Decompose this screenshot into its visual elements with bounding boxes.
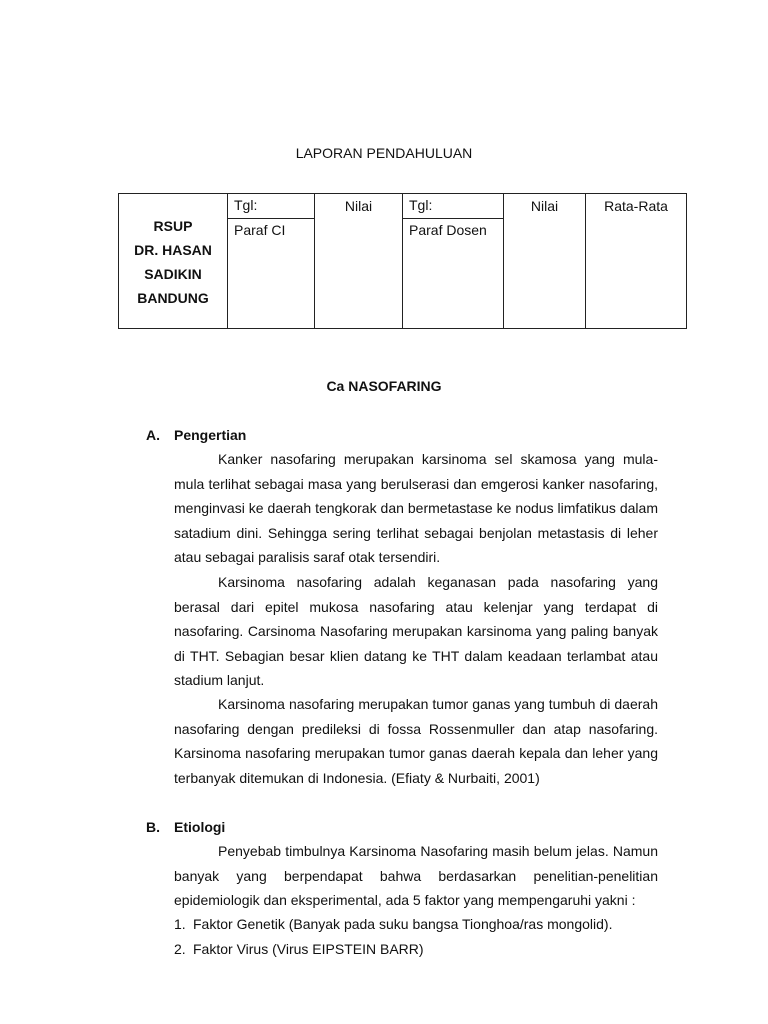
section-heading-etiologi bbox=[146, 819, 225, 835]
institution-line: BANDUNG bbox=[137, 289, 209, 306]
paragraph: Kanker nasofaring merupakan karsinoma sel skamosa yang mula-mula terlihat sebagai masa yang berulserasi dan emgerosi kanker nasofaring, menginvasi ke daerah tengkorak dan bermetastase ke nodus limfatikus dalam satadium dini. Sehingga sering terlihat sebagai benjolan metastasis di leher atau sebagai paralisis saraf otak tersendiri. bbox=[174, 451, 658, 565]
section-title: Pengertian bbox=[174, 427, 247, 443]
tgl-label: Tgl: bbox=[234, 197, 258, 213]
tgl-label: Tgl: bbox=[409, 197, 433, 213]
rata-rata-label: Rata-Rata bbox=[604, 198, 668, 214]
paragraph: Karsinoma nasofaring merupakan tumor ganas yang tumbuh di daerah nasofaring dengan predileksi di fossa Rossenmuller dan atap nasofaring. Karsinoma nasofaring merupakan tumor ganas daerah kepala dan leher yang terbanyak ditemukan di Indonesia. (Efiaty & Nurbaiti, 2001) bbox=[174, 696, 658, 786]
nilai-cell bbox=[315, 194, 403, 329]
tgl-ci-cell bbox=[228, 194, 315, 329]
section-heading-pengertian bbox=[146, 427, 246, 443]
list-number: 2. bbox=[174, 941, 186, 957]
page-title: LAPORAN PENDAHULUAN bbox=[295, 145, 473, 161]
tgl-dosen-cell bbox=[403, 194, 504, 329]
paraf-dosen-label: Paraf Dosen bbox=[403, 218, 503, 243]
list-number: 1. bbox=[174, 916, 186, 932]
institution-cell bbox=[119, 194, 228, 329]
list-item bbox=[174, 912, 612, 937]
nilai-label: Nilai bbox=[530, 198, 559, 214]
paragraph: Penyebab timbulnya Karsinoma Nasofaring masih belum jelas. Namun banyak yang berpendapat bahwa berdasarkan penelitian-penelitian epidemiologik dan eksperimental, ada 5 faktor yang mempengaruhi yakni : bbox=[174, 843, 658, 908]
rata-rata-cell bbox=[586, 194, 687, 329]
list-item bbox=[174, 937, 424, 962]
list-text: Faktor Virus (Virus EIPSTEIN BARR) bbox=[193, 941, 424, 957]
paragraph: Karsinoma nasofaring adalah keganasan pada nasofaring yang berasal dari epitel mukosa nasofaring atau kelenjar yang terdapat di nasofaring. Carsinoma Nasofaring merupakan karsinoma yang paling banyak di THT. Sebagian besar klien datang ke THT dalam keadaan terlambat atau stadium lanjut. bbox=[174, 574, 658, 688]
doc-title: Ca NASOFARING bbox=[326, 378, 442, 394]
section-letter: B. bbox=[146, 819, 160, 835]
section-letter: A. bbox=[146, 427, 160, 443]
assessment-table bbox=[118, 193, 687, 329]
institution-line: SADIKIN bbox=[144, 265, 202, 282]
section-title: Etiologi bbox=[174, 819, 226, 835]
institution-line: DR. HASAN bbox=[134, 241, 212, 258]
paraf-ci-label: Paraf CI bbox=[228, 218, 314, 243]
institution-line: RSUP bbox=[153, 217, 193, 234]
nilai-cell bbox=[504, 194, 586, 329]
nilai-label: Nilai bbox=[344, 198, 373, 214]
list-text: Faktor Genetik (Banyak pada suku bangsa Tionghoa/ras mongolid). bbox=[193, 916, 613, 932]
